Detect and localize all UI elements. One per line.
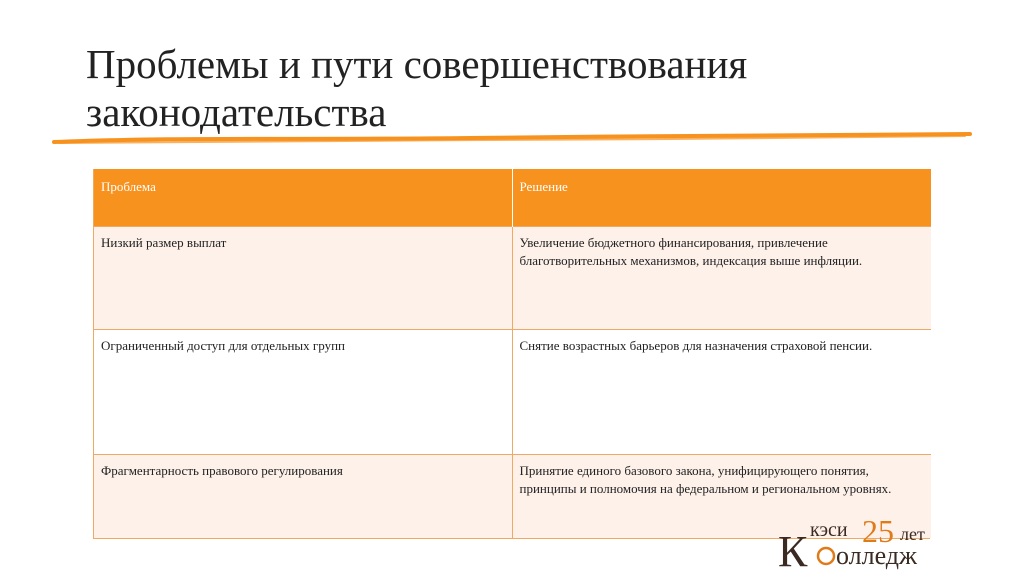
title-underline bbox=[50, 128, 976, 150]
cell-problem: Фрагментарность правового регулирования bbox=[94, 454, 512, 538]
logo-kesi-text: кэси bbox=[810, 519, 848, 541]
cell-solution: Принятие единого базового закона, унифицирующего понятия, принципы и полномочия на федеральном и региональном уровнях. bbox=[512, 454, 931, 538]
logo-k-letter: К bbox=[778, 527, 808, 572]
title-line-2: законодательства bbox=[86, 89, 387, 135]
header-solution: Решение bbox=[512, 169, 931, 226]
logo-number-text: 25 bbox=[862, 514, 894, 549]
cell-problem: Ограниченный доступ для отдельных групп bbox=[94, 329, 512, 454]
solutions-table bbox=[93, 169, 930, 539]
table-row bbox=[94, 226, 931, 329]
header-problem: Проблема bbox=[94, 169, 512, 226]
title-line-1: Проблемы и пути совершенствования bbox=[86, 41, 748, 87]
slide-title bbox=[86, 40, 946, 136]
cell-problem: Низкий размер выплат bbox=[94, 226, 512, 329]
table-header-row bbox=[94, 169, 931, 226]
cell-solution: Увеличение бюджетного финансирования, привлечение благотворительных механизмов, индексация выше инфляции. bbox=[512, 226, 931, 329]
logo-ring-icon bbox=[818, 548, 834, 564]
table-row bbox=[94, 329, 931, 454]
college-logo bbox=[776, 514, 976, 572]
logo-let-text: лет bbox=[900, 524, 925, 544]
cell-solution: Снятие возрастных барьеров для назначения страховой пенсии. bbox=[512, 329, 931, 454]
logo-olledzh-text: олледж bbox=[836, 541, 917, 570]
